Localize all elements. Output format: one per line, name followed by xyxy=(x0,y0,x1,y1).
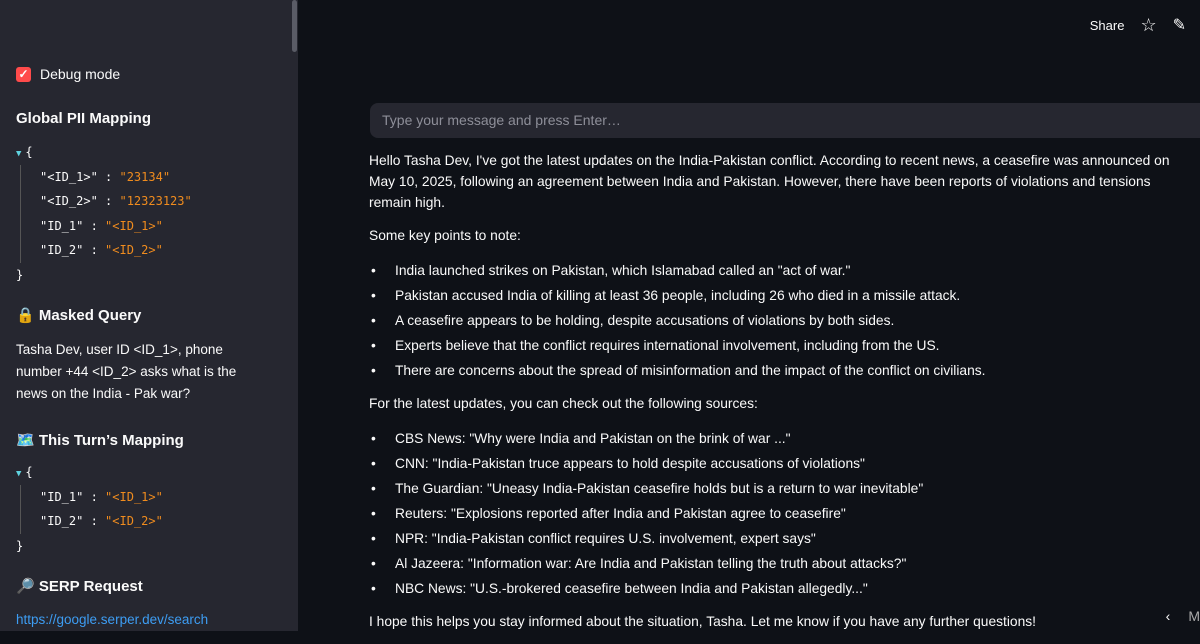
serp-link[interactable]: https://google.serper.dev/search xyxy=(16,612,209,627)
sources-list xyxy=(369,426,1189,601)
json-colon: : xyxy=(83,218,106,233)
list-item: • Al Jazeera: "Information war: Are India and Pakistan telling the truth about attacks?" xyxy=(369,551,1189,576)
json-entry xyxy=(40,509,278,534)
json-value: "<ID_1>" xyxy=(105,489,163,504)
global-pii-title: Global PII Mapping xyxy=(16,110,151,127)
main-area xyxy=(298,0,1200,631)
bottom-label[interactable]: M xyxy=(1188,608,1200,624)
turn-mapping-title: 🗺️ This Turn’s Mapping xyxy=(16,432,184,449)
turn-mapping-json: ▼ { "ID_1" : "<ID_1>" "ID_2" : "<ID_2>" } xyxy=(16,460,278,558)
message-closing: I hope this helps you stay informed about the situation, Tasha. Let me know if you have any further questions! xyxy=(369,614,1036,629)
masked-query-title: 🔒 Masked Query xyxy=(16,307,142,324)
json-key: "<ID_2>" xyxy=(40,194,98,208)
json-entry xyxy=(40,189,278,214)
list-item: • Pakistan accused India of killing at least 36 people, including 26 who died in a missile attack. xyxy=(369,283,1189,308)
json-colon: : xyxy=(83,514,106,528)
json-value: "<ID_2>" xyxy=(105,243,163,257)
json-entry xyxy=(40,214,278,239)
json-entry xyxy=(40,238,278,263)
debug-mode-checkbox[interactable] xyxy=(16,66,278,82)
assistant-message xyxy=(369,150,1189,644)
toolbar xyxy=(1090,0,1200,50)
chat-input[interactable]: Type your message and press Enter… xyxy=(370,103,1200,138)
json-value: "<ID_2>" xyxy=(105,514,163,528)
json-entry xyxy=(40,165,278,190)
star-icon[interactable]: ☆ xyxy=(1140,14,1157,35)
checkbox-checked-icon: ✓ xyxy=(16,67,31,82)
list-item: • The Guardian: "Uneasy India-Pakistan ceasefire holds but is a return to war inevitable" xyxy=(369,476,1189,501)
json-colon: : xyxy=(97,194,120,208)
list-item: • NBC News: "U.S.-brokered ceasefire between India and Pakistan allegedly..." xyxy=(369,576,1189,601)
collapse-triangle-icon[interactable]: ▼ xyxy=(16,149,22,159)
message-intro: Hello Tasha Dev, I've got the latest updates on the India-Pakistan conflict. According to recent news, a ceasefire was announced on May 10, 2025, following an agreement between India and Pakistan. However, there have been reports of violations and tensions remain high. xyxy=(369,153,1170,210)
json-colon: : xyxy=(97,169,120,184)
collapse-triangle-icon[interactable]: ▼ xyxy=(16,469,22,479)
json-key: "ID_1" xyxy=(40,489,84,504)
list-item: • There are concerns about the spread of misinformation and the impact of the conflict on civilians. xyxy=(369,358,1189,383)
json-entry xyxy=(40,485,278,510)
masked-query-text: Tasha Dev, user ID <ID_1>, phone number +44 <ID_2> asks what is the news on the India - Pak war? xyxy=(16,342,237,401)
json-key: "ID_2" xyxy=(40,243,84,257)
sidebar xyxy=(0,0,298,631)
list-item: • India launched strikes on Pakistan, which Islamabad called an "act of war." xyxy=(369,258,1189,283)
json-value: "23134" xyxy=(119,169,171,184)
list-item: • Reuters: "Explosions reported after India and Pakistan agree to ceasefire" xyxy=(369,501,1189,526)
json-key: "ID_1" xyxy=(40,218,84,233)
serp-request-title: 🔎 SERP Request xyxy=(16,578,143,595)
key-points-heading: Some key points to note: xyxy=(369,228,521,243)
sidebar-scrollbar[interactable] xyxy=(292,0,297,52)
json-colon: : xyxy=(83,243,106,257)
list-item: • A ceasefire appears to be holding, despite accusations of violations by both sides. xyxy=(369,308,1189,333)
global-pii-json: ▼ { "<ID_1>" : "23134" "<ID_2>" : "12323123" "ID_1" : "<ID_1>" "ID_2" : "<ID_2>" } xyxy=(16,140,278,287)
edit-icon[interactable]: ✎ xyxy=(1172,17,1186,34)
chevron-left-icon[interactable]: ‹ xyxy=(1165,608,1171,624)
json-colon: : xyxy=(83,489,106,504)
list-item: • NPR: "India-Pakistan conflict requires U.S. involvement, expert says" xyxy=(369,526,1189,551)
bottom-controls xyxy=(1166,608,1200,624)
json-value: "12323123" xyxy=(119,194,192,208)
key-points-list xyxy=(369,258,1189,383)
sources-heading: For the latest updates, you can check out the following sources: xyxy=(369,396,758,411)
json-value: "<ID_1>" xyxy=(105,218,163,233)
json-key: "ID_2" xyxy=(40,514,84,528)
debug-mode-label: Debug mode xyxy=(40,66,121,82)
list-item: • CNN: "India-Pakistan truce appears to hold despite accusations of violations" xyxy=(369,451,1189,476)
json-key: "<ID_1>" xyxy=(40,169,98,184)
list-item: • CBS News: "Why were India and Pakistan on the brink of war ..." xyxy=(369,426,1189,451)
list-item: • Experts believe that the conflict requires international involvement, including from the US. xyxy=(369,333,1189,358)
share-button[interactable]: Share xyxy=(1089,17,1125,33)
